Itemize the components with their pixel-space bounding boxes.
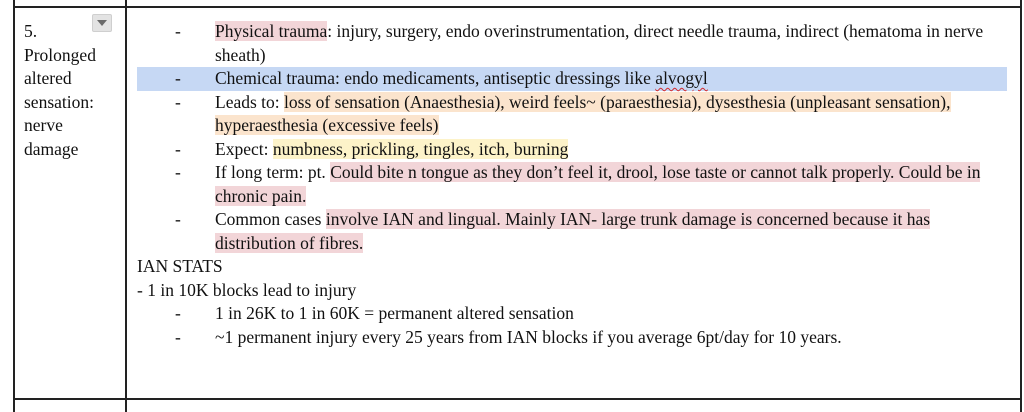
bullet-dash: -: [175, 303, 181, 323]
table-top-border: [13, 6, 1021, 8]
bullet-dash: -: [175, 68, 181, 88]
bullet-text: Leads to:: [215, 91, 285, 112]
stats-line: - 1 in 10K blocks lead to injury: [137, 279, 357, 300]
stats-item: [137, 326, 1007, 350]
bullet-physical-trauma: [137, 20, 1007, 67]
highlight-text: numbness, prickling, tingles, itch, burning: [272, 138, 569, 159]
row-label-line: nerve: [24, 115, 63, 135]
bullet-text: If long term: pt.: [215, 162, 331, 182]
stats-item-text: 1 in 26K to 1 in 60K = permanent altered sensation: [215, 303, 574, 323]
table-right-border: [1020, 0, 1022, 412]
bullet-dash: -: [175, 138, 181, 159]
highlight-text: Physical trauma: [215, 21, 328, 41]
row-dropdown-button[interactable]: [92, 14, 112, 32]
highlight-text: involve IAN and lingual. Mainly IAN- large trunk damage is concerned because it has distribution of fibres.: [215, 209, 931, 253]
row-label-line: damage: [24, 138, 79, 159]
bullet-text: Chemical trauma: endo medicaments, antiseptic dressings like: [215, 68, 656, 88]
row-number: 5.: [24, 21, 38, 41]
stats-item-text: ~1 permanent injury every 25 years from IAN blocks if you average 6pt/day for 10 years.: [215, 326, 842, 347]
stats-heading: IAN STATS: [137, 256, 223, 276]
stats-item: [137, 302, 1007, 326]
bullet-text: : injury, surgery, endo overinstrumentation, direct needle trauma, indirect (hematoma in nerve sheath): [215, 21, 984, 65]
chevron-down-icon: [97, 20, 107, 26]
row-label-line: Prolonged: [24, 44, 96, 65]
row-label-cell: [24, 20, 96, 161]
bullet-dash: -: [175, 326, 181, 347]
table-column-divider: [125, 0, 127, 412]
bullet-dash: -: [175, 209, 181, 229]
misspelled-word[interactable]: alvogyl: [655, 68, 708, 88]
bullet-chemical-trauma-selected: [137, 67, 1007, 91]
bullet-dash: -: [175, 162, 181, 182]
highlight-text: loss of sensation (Anaesthesia), weird feels~ (paraesthesia), dysesthesia (unpleasant sensation), hyperaesthesia (excessive feels): [215, 91, 951, 135]
bullet-text: Expect:: [215, 138, 273, 159]
row-label-line: altered: [24, 68, 72, 88]
table-bottom-border: [13, 398, 1021, 400]
notes-cell[interactable]: [137, 20, 1007, 349]
highlight-text: Could bite n tongue as they don’t feel it, drool, lose taste or cannot talk properly. Could be in chronic pain.: [215, 162, 981, 206]
bullet-text: Common cases: [215, 209, 326, 229]
bullet-dash: -: [175, 21, 181, 41]
table-left-border: [13, 0, 15, 412]
bullet-dash: -: [175, 91, 181, 112]
bullet-common-cases: [137, 208, 1007, 255]
bullet-expect: [137, 138, 1007, 162]
bullet-long-term: [137, 161, 1007, 208]
bullet-leads-to: [137, 91, 1007, 138]
row-label-line: sensation:: [24, 91, 94, 112]
